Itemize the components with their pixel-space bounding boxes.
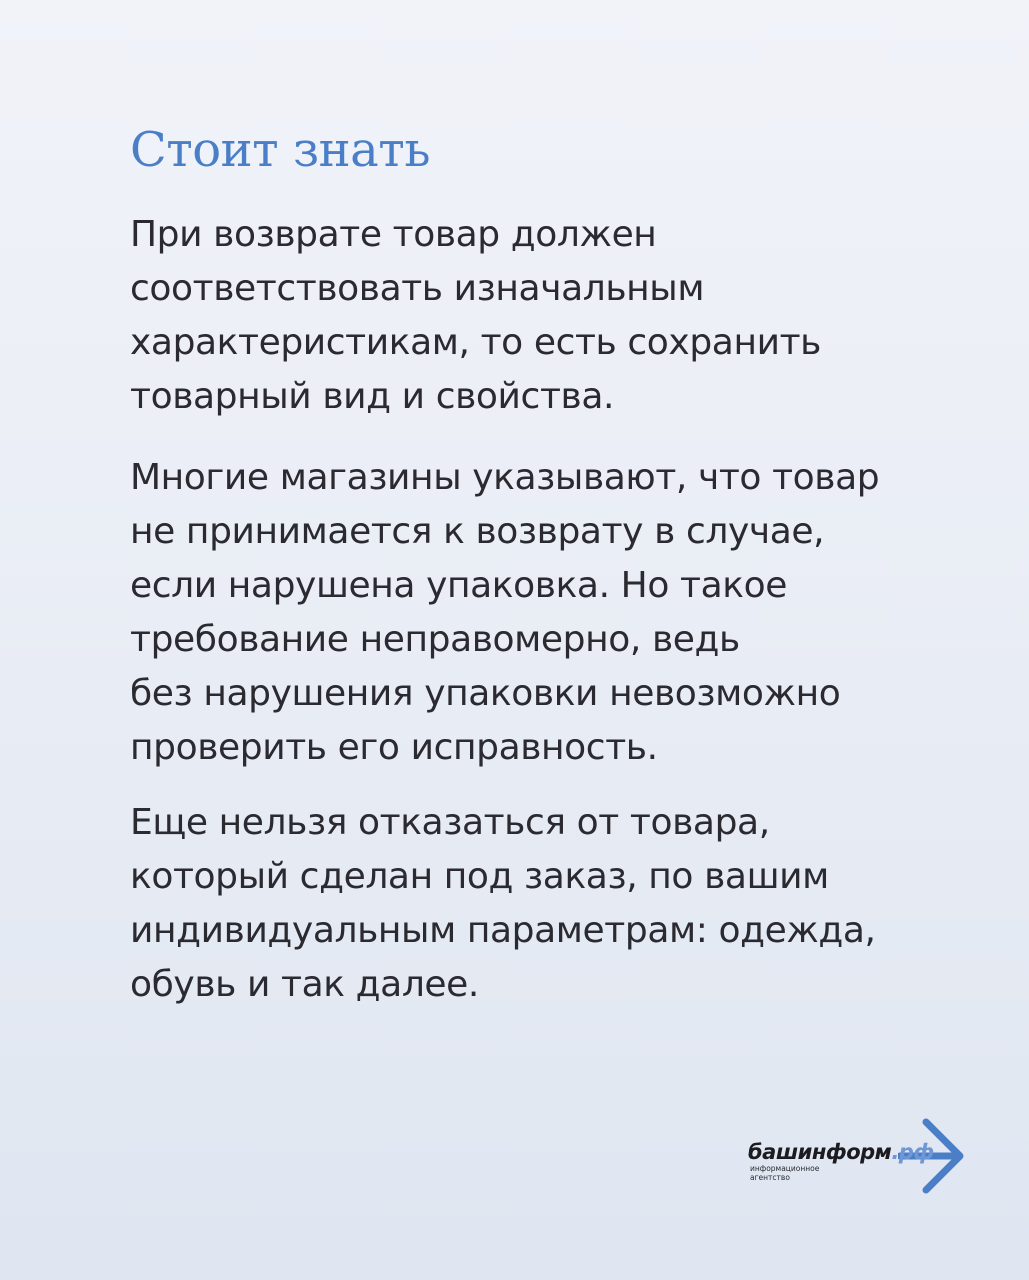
bashinform-logo [748,1118,978,1198]
logo-domain: .рф [891,1140,934,1164]
logo-wordmark [748,1140,934,1164]
card-title: Стоит знать [130,122,430,178]
paragraph-packaging: Многие магазины указывают, что товар не принимается к возврату в случае, если нарушена упаковка. Но такое требование неправомерно, ведь без нарушения упаковки невозможно проверить его исправность. [130,457,880,768]
logo-name: башинформ [748,1140,892,1164]
paragraph-custom-order: Еще нельзя отказаться от товара, который сделан под заказ, по вашим индивидуальным параметрам: одежда, обувь и так далее. [130,802,876,1005]
logo-subtitle-line1: информационное [750,1164,820,1173]
paragraph-return-condition: При возврате товар должен соответствовать изначальным характеристикам, то есть сохранить товарный вид и свойства. [130,214,821,417]
logo-subtitle-line2: агентство [750,1173,790,1182]
